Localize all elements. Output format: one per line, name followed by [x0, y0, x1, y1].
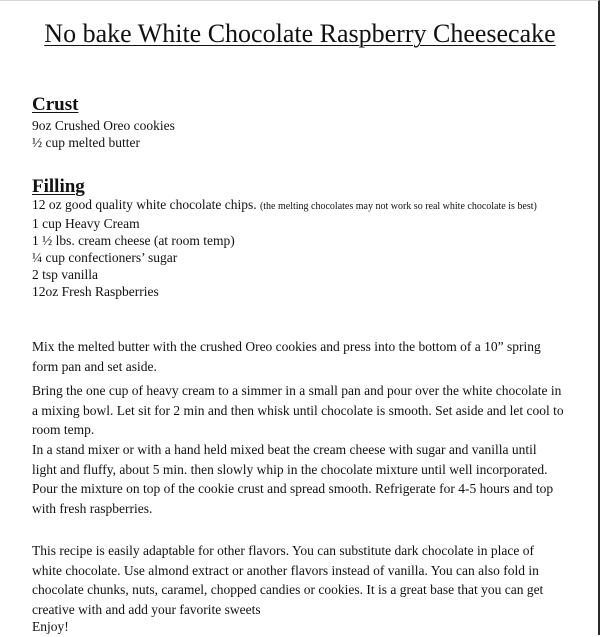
- closing-text: Enjoy!: [32, 619, 69, 634]
- ingredient-item: 9oz Crushed Oreo cookies: [32, 118, 175, 133]
- ingredient-item: [32, 196, 537, 215]
- ingredient-item: 2 tsp vanilla: [32, 267, 98, 282]
- ingredient-item: 1 ½ lbs. cream cheese (at room temp): [32, 233, 235, 248]
- ingredient-note: (the melting chocolates may not work so real white chocolate is best): [259, 201, 537, 212]
- ingredient-item: ¼ cup confectioners’ sugar: [32, 250, 178, 265]
- filling-heading: Filling: [32, 176, 85, 197]
- variation-paragraph: This recipe is easily adaptable for other flavors. You can substitute dark chocolate in place of white chocolate. Use almond extract or another flavors instead of vanilla. You can also fold in chocolate chunks, nuts, caramel, chopped candies or cookies. It is a great base that you can get creative with and add your favorite sweets: [32, 543, 544, 617]
- ingredient-item: 1 cup Heavy Cream: [32, 216, 140, 231]
- ingredient-text: 12 oz good quality white chocolate chips.: [32, 197, 257, 212]
- direction-paragraph: Mix the melted butter with the crushed Oreo cookies and press into the bottom of a 10” spring form pan and set aside.: [32, 339, 541, 374]
- ingredient-item: 12oz Fresh Raspberries: [32, 284, 159, 299]
- crust-ingredient-list: [32, 117, 175, 151]
- ingredient-item: ½ cup melted butter: [32, 135, 140, 150]
- direction-paragraph: Bring the one cup of heavy cream to a simmer in a small pan and pour over the white chocolate in a mixing bowl. Let sit for 2 min and then whisk until chocolate is smooth. Set aside and let cool to room temp.: [32, 383, 564, 437]
- direction-paragraph: In a stand mixer or with a hand held mixed beat the cream cheese with sugar and vanilla until light and fluffy, about 5 min. then slowly whip in the chocolate mixture until well incorporated. Pour the mixture on top of the cookie crust and spread smooth. Refrigerate for 4-5 hours and top with fresh raspberries.: [32, 442, 554, 516]
- crust-heading: Crust: [32, 94, 79, 115]
- recipe-title: No bake White Chocolate Raspberry Cheesecake: [44, 19, 556, 48]
- filling-ingredient-list: [32, 196, 537, 300]
